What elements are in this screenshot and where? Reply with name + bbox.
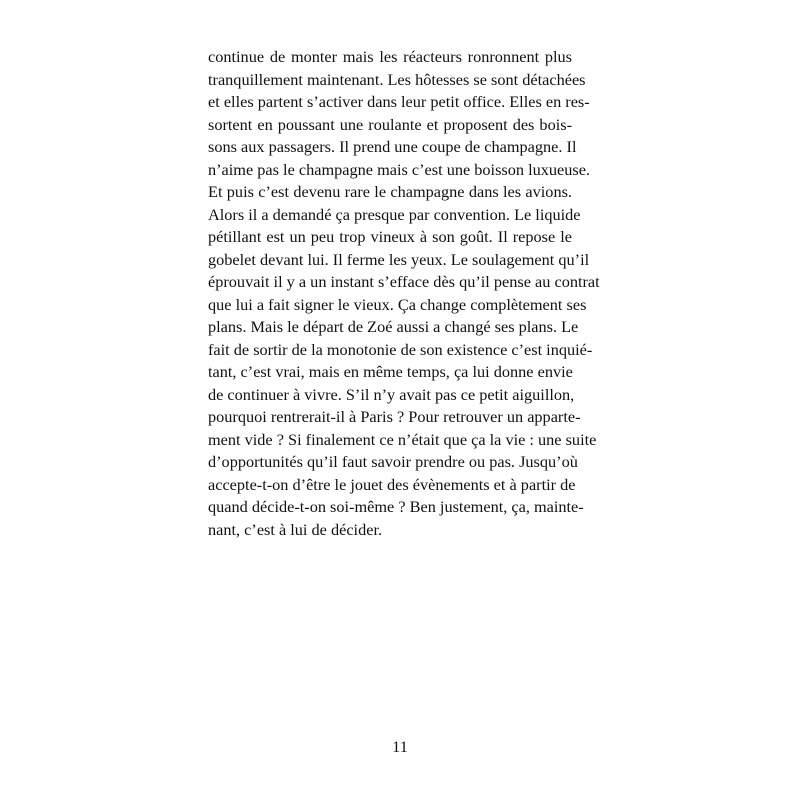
text-line: pétillant est un peu trop vineux à son goût. Il repose le (208, 227, 572, 246)
text-line: tranquillement maintenant. Les hôtesses se sont détachées (208, 69, 586, 89)
text-line: tant, c’est vrai, mais en même temps, ça lui donne envie (208, 362, 573, 381)
text-line: et elles partent s’activer dans leur petit office. Elles en res- (208, 92, 590, 111)
text-line: Et puis c’est devenu rare le champagne dans les avions. (208, 182, 572, 201)
text-line: plans. Mais le départ de Zoé aussi a changé ses plans. Le (208, 317, 579, 336)
text-line: sortent en poussant une roulante et proposent des bois- (208, 114, 572, 134)
text-line: éprouvait il y a un instant s’efface dès qu’il pense au contrat (208, 272, 600, 291)
text-line: d’opportunités qu’il faut savoir prendre ou pas. Jusqu’où (208, 452, 578, 471)
text-line: pourquoi rentrerait-il à Paris ? Pour retrouver un apparte- (208, 407, 581, 426)
text-line: quand décide-t-on soi-même ? Ben justement, ça, mainte- (208, 497, 584, 516)
body-text (208, 46, 600, 541)
text-line: Alors il a demandé ça presque par convention. Le liquide (208, 204, 581, 224)
text-line: nant, c’est à lui de décider. (208, 519, 383, 539)
text-line: n’aime pas le champagne mais c’est une boisson luxueuse. (208, 159, 591, 179)
text-line: fait de sortir de la monotonie de son existence c’est inquié- (208, 339, 593, 359)
text-line: de continuer à vivre. S’il n’y avait pas ce petit aiguillon, (208, 384, 575, 404)
text-line: sons aux passagers. Il prend une coupe de champagne. Il (208, 137, 577, 156)
page-number: 11 (392, 737, 408, 756)
text-line: continue de monter mais les réacteurs ronronnent plus (208, 47, 572, 66)
text-line: que lui a fait signer le vieux. Ça change complètement ses (208, 294, 587, 314)
text-line: gobelet devant lui. Il ferme les yeux. Le soulagement qu’il (208, 249, 590, 269)
text-line: ment vide ? Si finalement ce n’était que ça la vie : une suite (208, 429, 597, 449)
text-line: accepte-t-on d’être le jouet des évènements et à partir de (208, 474, 576, 494)
